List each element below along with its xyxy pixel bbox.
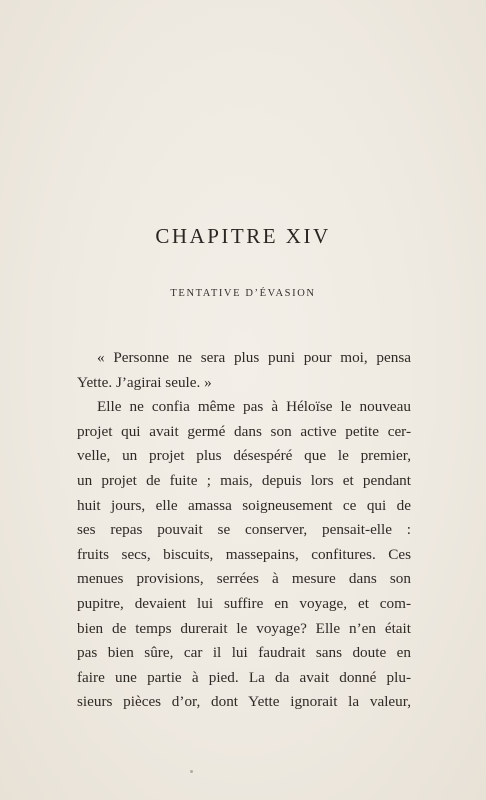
text-line: huit jours, elle amassa soigneusement ce qui de bbox=[77, 496, 411, 514]
text-line: bien de temps durerait le voyage? Elle n’en était bbox=[77, 619, 411, 637]
text-line: menues provisions, serrées à mesure dans son bbox=[77, 570, 411, 588]
text-line: Yette. J’agirai seule. » bbox=[77, 373, 212, 391]
text-line: projet qui avait germé dans son active petite cer- bbox=[77, 422, 411, 440]
chapter-body bbox=[77, 346, 411, 715]
text-line: fruits secs, biscuits, massepains, confitures. Ces bbox=[77, 545, 411, 563]
text-line: velle, un projet plus désespéré que le premier, bbox=[77, 447, 411, 465]
text-line: Elle ne confia même pas à Héloïse le nouveau bbox=[97, 398, 411, 416]
text-line: pas bien sûre, car il lui faudrait sans doute en bbox=[77, 644, 411, 662]
text-line: ses repas pouvait se conserver, pensait-elle : bbox=[77, 521, 411, 539]
text-line: « Personne ne sera plus puni pour moi, pensa bbox=[97, 349, 411, 366]
text-line: un projet de fuite ; mais, depuis lors et pendant bbox=[77, 471, 411, 489]
text-line: faire une partie à pied. La da avait donné plu- bbox=[77, 668, 411, 686]
chapter-subtitle: TENTATIVE D’ÉVASION bbox=[170, 288, 316, 299]
text-line: sieurs pièces d’or, dont Yette ignorait la valeur, bbox=[77, 693, 411, 711]
chapter-title: CHAPITRE XIV bbox=[155, 224, 331, 248]
paper-speck bbox=[190, 770, 193, 773]
text-line: pupitre, devaient lui suffire en voyage, et com- bbox=[77, 594, 411, 612]
